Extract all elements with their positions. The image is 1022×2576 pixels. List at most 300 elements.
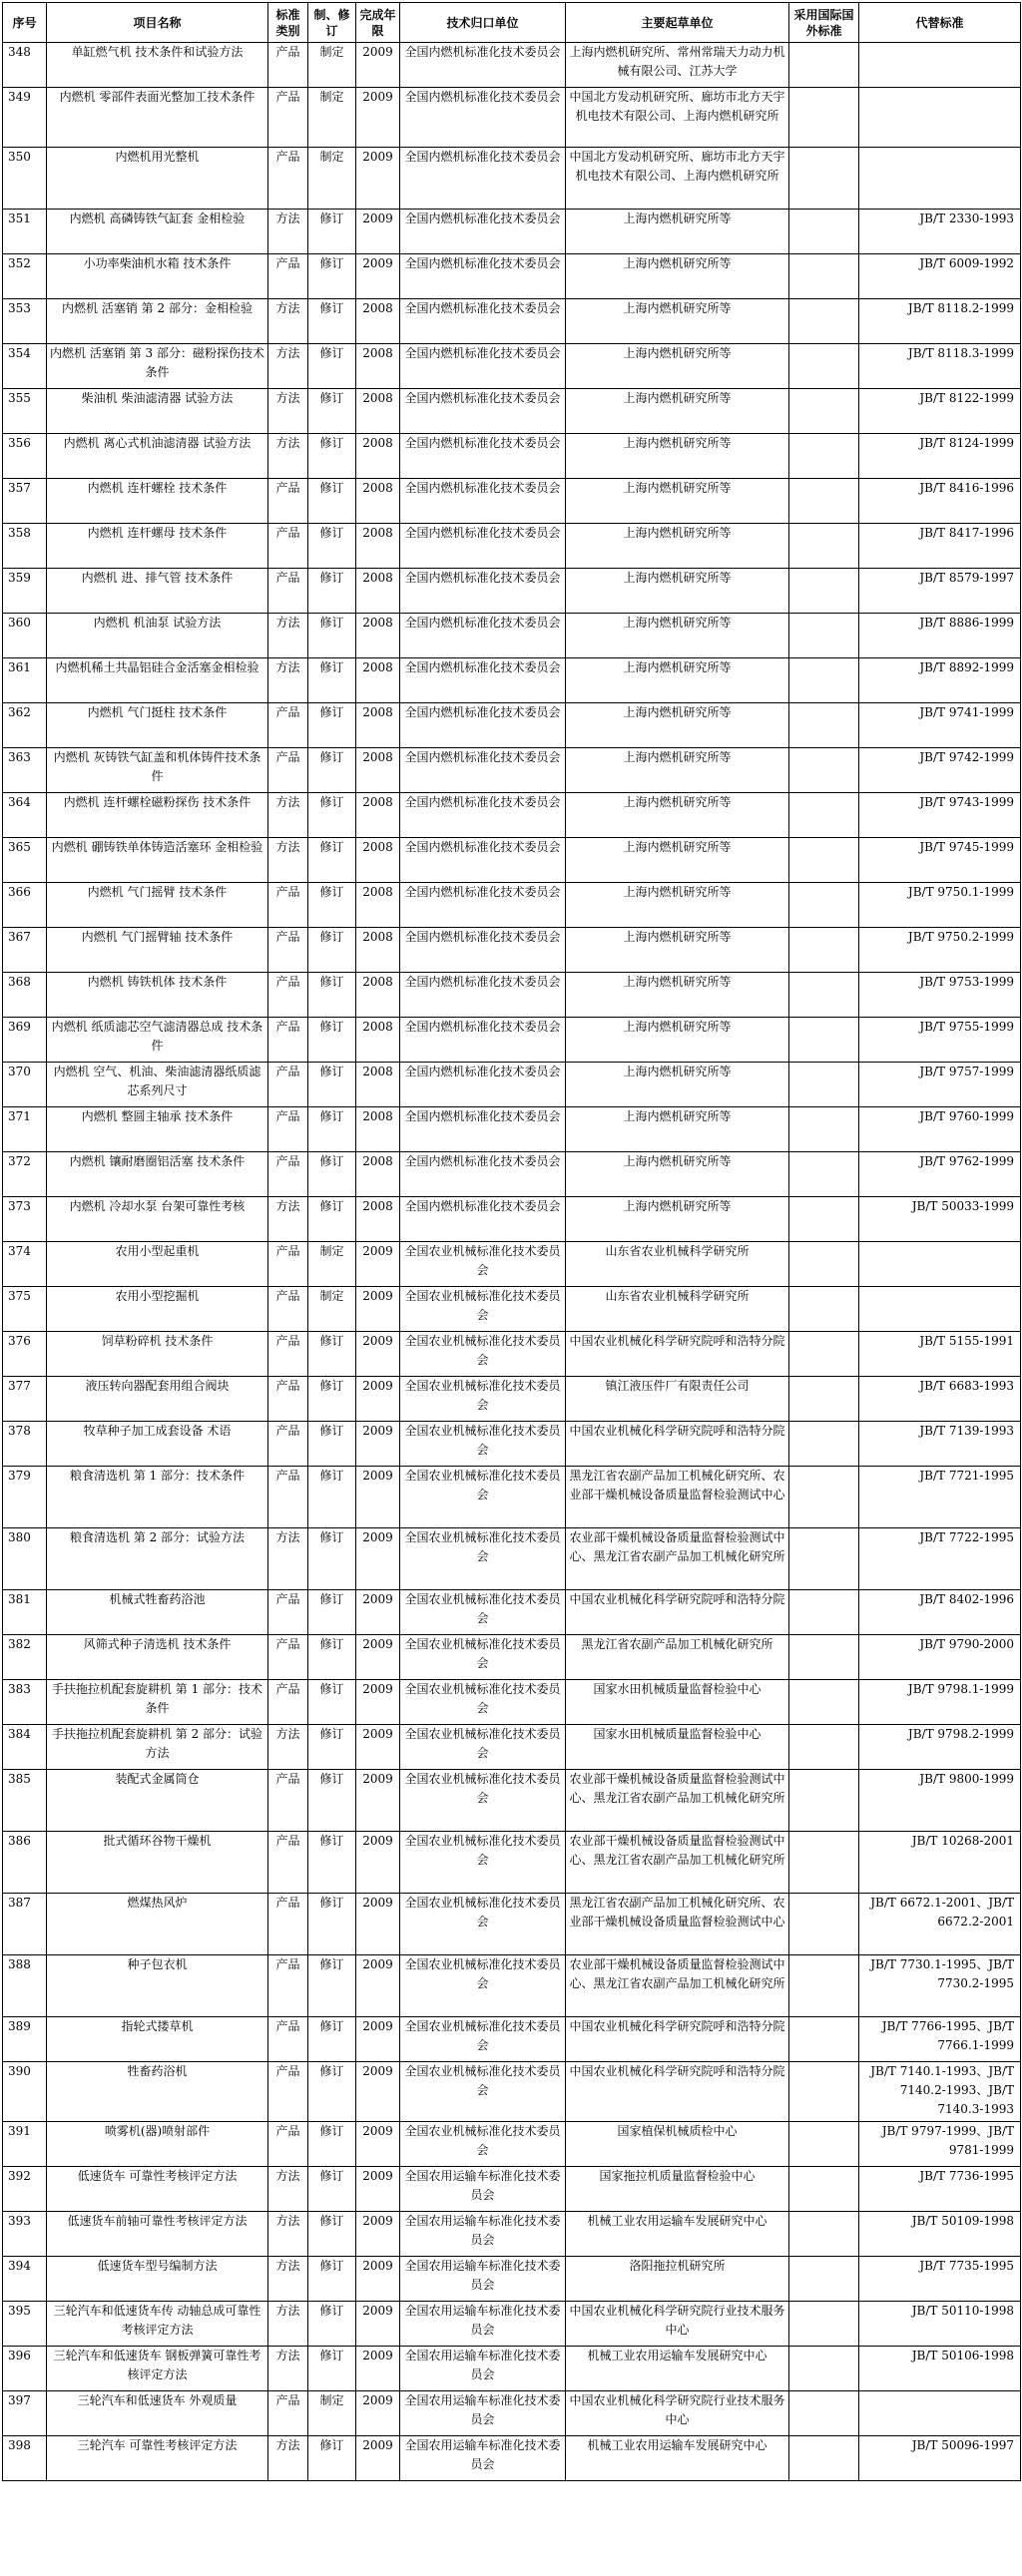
cell-mode: 修订	[308, 299, 356, 344]
cell-drafter: 上海内燃机研究所等	[566, 614, 789, 658]
cell-replace: JB/T 9755-1999	[859, 1018, 1021, 1063]
header-no: 序号	[3, 3, 47, 43]
cell-mode: 修订	[308, 569, 356, 614]
cell-drafter: 上海内燃机研究所等	[566, 793, 789, 838]
cell-type: 产品	[268, 1680, 308, 1725]
table-row	[3, 88, 1021, 148]
cell-intl	[789, 434, 859, 479]
cell-year: 2008	[356, 614, 400, 658]
cell-replace	[859, 1242, 1021, 1287]
cell-intl	[789, 479, 859, 524]
cell-year: 2009	[356, 254, 400, 299]
table-row	[3, 148, 1021, 210]
cell-name: 粮食清选机 第 1 部分：技术条件	[47, 1467, 268, 1528]
cell-intl	[789, 1332, 859, 1377]
cell-replace: JB/T 8124-1999	[859, 434, 1021, 479]
cell-mode: 修订	[308, 748, 356, 793]
cell-mode: 修订	[308, 1894, 356, 1955]
table-row	[3, 973, 1021, 1018]
cell-year: 2009	[356, 1590, 400, 1635]
cell-unit: 全国农业机械标准化技术委员会	[400, 1467, 566, 1528]
cell-drafter: 农业部干燥机械设备质量监督检验测试中心、黑龙江省农副产品加工机械化研究所	[566, 1528, 789, 1590]
cell-replace: JB/T 7766-1995、JB/T 7766.1-1999	[859, 2017, 1021, 2062]
cell-drafter: 上海内燃机研究所、常州常瑞天力动力机械有限公司、江苏大学	[566, 43, 789, 88]
cell-mode: 修订	[308, 344, 356, 389]
cell-replace: JB/T 9750.1-1999	[859, 883, 1021, 928]
cell-replace: JB/T 9757-1999	[859, 1063, 1021, 1107]
cell-year: 2009	[356, 2347, 400, 2391]
cell-mode: 修订	[308, 1590, 356, 1635]
cell-replace: JB/T 8402-1996	[859, 1590, 1021, 1635]
cell-no: 353	[3, 299, 47, 344]
cell-mode: 制定	[308, 1287, 356, 1332]
cell-drafter: 机械工业农用运输车发展研究中心	[566, 2347, 789, 2391]
cell-unit: 全国内燃机标准化技术委员会	[400, 479, 566, 524]
cell-mode: 修订	[308, 1467, 356, 1528]
cell-no: 381	[3, 1590, 47, 1635]
cell-mode: 修订	[308, 614, 356, 658]
table-row	[3, 43, 1021, 88]
cell-year: 2008	[356, 434, 400, 479]
cell-intl	[789, 2167, 859, 2212]
cell-year: 2009	[356, 148, 400, 210]
cell-no: 357	[3, 479, 47, 524]
cell-unit: 全国内燃机标准化技术委员会	[400, 748, 566, 793]
cell-replace	[859, 1287, 1021, 1332]
cell-type: 产品	[268, 524, 308, 569]
cell-replace: JB/T 9800-1999	[859, 1770, 1021, 1832]
cell-intl	[789, 2122, 859, 2167]
cell-year: 2009	[356, 2436, 400, 2481]
cell-type: 产品	[268, 1063, 308, 1107]
table-row	[3, 1770, 1021, 1832]
cell-drafter: 上海内燃机研究所等	[566, 434, 789, 479]
table-row	[3, 254, 1021, 299]
cell-name: 农用小型起重机	[47, 1242, 268, 1287]
cell-name: 内燃机用光整机	[47, 148, 268, 210]
cell-year: 2009	[356, 1894, 400, 1955]
cell-replace	[859, 43, 1021, 88]
cell-intl	[789, 569, 859, 614]
cell-intl	[789, 2212, 859, 2257]
cell-no: 386	[3, 1832, 47, 1894]
cell-drafter: 农业部干燥机械设备质量监督检验测试中心、黑龙江省农副产品加工机械化研究所	[566, 1770, 789, 1832]
cell-name: 燃煤热风炉	[47, 1894, 268, 1955]
cell-mode: 制定	[308, 43, 356, 88]
cell-type: 产品	[268, 1332, 308, 1377]
cell-unit: 全国农用运输车标准化技术委员会	[400, 2257, 566, 2302]
cell-mode: 修订	[308, 1422, 356, 1467]
cell-type: 产品	[268, 883, 308, 928]
table-row	[3, 434, 1021, 479]
cell-no: 374	[3, 1242, 47, 1287]
cell-mode: 修订	[308, 2347, 356, 2391]
cell-name: 内燃机 机油泵 试验方法	[47, 614, 268, 658]
cell-no: 391	[3, 2122, 47, 2167]
table-row	[3, 1467, 1021, 1528]
cell-replace: JB/T 8579-1997	[859, 569, 1021, 614]
cell-intl	[789, 1242, 859, 1287]
cell-mode: 修订	[308, 1197, 356, 1242]
table-row	[3, 1725, 1021, 1770]
cell-year: 2008	[356, 748, 400, 793]
cell-intl	[789, 2302, 859, 2347]
cell-name: 内燃机 冷却水泵 台架可靠性考核	[47, 1197, 268, 1242]
cell-name: 批式循环谷物干燥机	[47, 1832, 268, 1894]
cell-intl	[789, 1955, 859, 2017]
cell-drafter: 中国北方发动机研究所、廊坊市北方天宇机电技术有限公司、上海内燃机研究所	[566, 88, 789, 148]
table-row	[3, 2122, 1021, 2167]
cell-type: 产品	[268, 1242, 308, 1287]
cell-intl	[789, 1197, 859, 1242]
cell-no: 396	[3, 2347, 47, 2391]
cell-mode: 制定	[308, 148, 356, 210]
cell-unit: 全国内燃机标准化技术委员会	[400, 793, 566, 838]
cell-intl	[789, 1680, 859, 1725]
cell-type: 产品	[268, 88, 308, 148]
cell-drafter: 山东省农业机械科学研究所	[566, 1242, 789, 1287]
cell-replace: JB/T 50096-1997	[859, 2436, 1021, 2481]
cell-type: 方法	[268, 299, 308, 344]
cell-name: 柴油机 柴油滤清器 试验方法	[47, 389, 268, 434]
cell-year: 2009	[356, 2062, 400, 2122]
table-row	[3, 389, 1021, 434]
cell-no: 372	[3, 1152, 47, 1197]
cell-unit: 全国内燃机标准化技术委员会	[400, 299, 566, 344]
cell-drafter: 黑龙江省农副产品加工机械化研究所、农业部干燥机械设备质量监督检验测试中心	[566, 1467, 789, 1528]
cell-year: 2009	[356, 1680, 400, 1725]
cell-type: 方法	[268, 344, 308, 389]
cell-mode: 修订	[308, 703, 356, 748]
cell-unit: 全国农业机械标准化技术委员会	[400, 1680, 566, 1725]
cell-no: 378	[3, 1422, 47, 1467]
cell-unit: 全国内燃机标准化技术委员会	[400, 1152, 566, 1197]
cell-mode: 修订	[308, 2302, 356, 2347]
cell-year: 2009	[356, 2391, 400, 2436]
cell-unit: 全国农业机械标准化技术委员会	[400, 1725, 566, 1770]
table-row	[3, 1422, 1021, 1467]
cell-name: 内燃机 进、排气管 技术条件	[47, 569, 268, 614]
cell-drafter: 上海内燃机研究所等	[566, 344, 789, 389]
cell-intl	[789, 88, 859, 148]
cell-intl	[789, 43, 859, 88]
cell-type: 产品	[268, 1832, 308, 1894]
cell-no: 370	[3, 1063, 47, 1107]
cell-mode: 修订	[308, 2122, 356, 2167]
cell-mode: 修订	[308, 2212, 356, 2257]
cell-no: 352	[3, 254, 47, 299]
cell-year: 2009	[356, 1422, 400, 1467]
cell-type: 产品	[268, 2122, 308, 2167]
cell-type: 方法	[268, 793, 308, 838]
cell-mode: 修订	[308, 1955, 356, 2017]
cell-drafter: 中国农业机械化科学研究院行业技术服务中心	[566, 2391, 789, 2436]
table-row	[3, 703, 1021, 748]
cell-name: 种子包衣机	[47, 1955, 268, 2017]
cell-year: 2009	[356, 2122, 400, 2167]
cell-intl	[789, 1287, 859, 1332]
cell-intl	[789, 2436, 859, 2481]
cell-replace: JB/T 7730.1-1995、JB/T 7730.2-1995	[859, 1955, 1021, 2017]
cell-name: 手扶拖拉机配套旋耕机 第 2 部分：试验方法	[47, 1725, 268, 1770]
table-row	[3, 793, 1021, 838]
cell-year: 2009	[356, 1377, 400, 1422]
cell-year: 2008	[356, 1197, 400, 1242]
cell-no: 388	[3, 1955, 47, 2017]
cell-name: 三轮汽车 可靠性考核评定方法	[47, 2436, 268, 2481]
cell-name: 内燃机 零部件表面光整加工技术条件	[47, 88, 268, 148]
cell-year: 2009	[356, 1955, 400, 2017]
cell-no: 366	[3, 883, 47, 928]
cell-year: 2008	[356, 1107, 400, 1152]
cell-drafter: 中国农业机械化科学研究院呼和浩特分院	[566, 2062, 789, 2122]
cell-name: 风筛式种子清选机 技术条件	[47, 1635, 268, 1680]
table-row	[3, 2212, 1021, 2257]
cell-type: 产品	[268, 1590, 308, 1635]
cell-replace: JB/T 8118.3-1999	[859, 344, 1021, 389]
cell-replace: JB/T 9797-1999、JB/T 9781-1999	[859, 2122, 1021, 2167]
cell-mode: 修订	[308, 658, 356, 703]
table-row	[3, 1242, 1021, 1287]
cell-name: 内燃机 连杆螺栓磁粉探伤 技术条件	[47, 793, 268, 838]
table-row	[3, 1287, 1021, 1332]
cell-name: 低速货车前轴可靠性考核评定方法	[47, 2212, 268, 2257]
cell-name: 内燃机 高磷铸铁气缸套 金相检验	[47, 210, 268, 254]
cell-replace	[859, 88, 1021, 148]
cell-type: 方法	[268, 2257, 308, 2302]
cell-no: 359	[3, 569, 47, 614]
table-body	[3, 43, 1021, 2481]
cell-type: 方法	[268, 210, 308, 254]
cell-type: 产品	[268, 1287, 308, 1332]
cell-name: 内燃机 整圆主轴承 技术条件	[47, 1107, 268, 1152]
cell-name: 液压转向器配套用组合阀块	[47, 1377, 268, 1422]
cell-drafter: 洛阳拖拉机研究所	[566, 2257, 789, 2302]
cell-type: 产品	[268, 1152, 308, 1197]
cell-unit: 全国农业机械标准化技术委员会	[400, 1770, 566, 1832]
cell-no: 390	[3, 2062, 47, 2122]
cell-no: 349	[3, 88, 47, 148]
cell-year: 2008	[356, 658, 400, 703]
cell-intl	[789, 1725, 859, 1770]
cell-intl	[789, 524, 859, 569]
cell-drafter: 机械工业农用运输车发展研究中心	[566, 2436, 789, 2481]
cell-no: 398	[3, 2436, 47, 2481]
cell-intl	[789, 658, 859, 703]
cell-unit: 全国农业机械标准化技术委员会	[400, 1635, 566, 1680]
table-row	[3, 210, 1021, 254]
cell-intl	[789, 973, 859, 1018]
cell-unit: 全国内燃机标准化技术委员会	[400, 1063, 566, 1107]
cell-type: 产品	[268, 1377, 308, 1422]
cell-unit: 全国内燃机标准化技术委员会	[400, 524, 566, 569]
cell-type: 产品	[268, 1894, 308, 1955]
cell-name: 内燃机 气门挺柱 技术条件	[47, 703, 268, 748]
cell-intl	[789, 254, 859, 299]
cell-no: 379	[3, 1467, 47, 1528]
cell-drafter: 机械工业农用运输车发展研究中心	[566, 2212, 789, 2257]
cell-type: 产品	[268, 1422, 308, 1467]
cell-replace: JB/T 50109-1998	[859, 2212, 1021, 2257]
cell-replace: JB/T 8122-1999	[859, 389, 1021, 434]
cell-unit: 全国内燃机标准化技术委员会	[400, 344, 566, 389]
cell-name: 内燃机 连杆螺栓 技术条件	[47, 479, 268, 524]
cell-replace: JB/T 7735-1995	[859, 2257, 1021, 2302]
cell-unit: 全国内燃机标准化技术委员会	[400, 148, 566, 210]
cell-replace: JB/T 9762-1999	[859, 1152, 1021, 1197]
cell-type: 产品	[268, 928, 308, 973]
cell-replace: JB/T 9760-1999	[859, 1107, 1021, 1152]
cell-type: 方法	[268, 389, 308, 434]
cell-replace: JB/T 50110-1998	[859, 2302, 1021, 2347]
cell-name: 内燃机 空气、机油、柴油滤清器纸质滤芯系列尺寸	[47, 1063, 268, 1107]
cell-no: 364	[3, 793, 47, 838]
cell-type: 产品	[268, 148, 308, 210]
cell-mode: 修订	[308, 210, 356, 254]
cell-replace: JB/T 50106-1998	[859, 2347, 1021, 2391]
cell-drafter: 上海内燃机研究所等	[566, 1063, 789, 1107]
cell-no: 375	[3, 1287, 47, 1332]
cell-name: 装配式金属筒仓	[47, 1770, 268, 1832]
cell-name: 三轮汽车和低速货车 钢板弹簧可靠性考核评定方法	[47, 2347, 268, 2391]
cell-intl	[789, 1422, 859, 1467]
cell-name: 内燃机 活塞销 第 3 部分：磁粉探伤技术条件	[47, 344, 268, 389]
cell-type: 产品	[268, 748, 308, 793]
cell-unit: 全国内燃机标准化技术委员会	[400, 1018, 566, 1063]
cell-drafter: 中国北方发动机研究所、廊坊市北方天宇机电技术有限公司、上海内燃机研究所	[566, 148, 789, 210]
header-year: 完成年限	[356, 3, 400, 43]
cell-unit: 全国农业机械标准化技术委员会	[400, 1894, 566, 1955]
cell-intl	[789, 838, 859, 883]
cell-replace: JB/T 50033-1999	[859, 1197, 1021, 1242]
header-intl: 采用国际国外标准	[789, 3, 859, 43]
table-row	[3, 1377, 1021, 1422]
cell-replace: JB/T 9745-1999	[859, 838, 1021, 883]
header-name: 项目名称	[47, 3, 268, 43]
cell-name: 内燃机 硼铸铁单体铸造活塞环 金相检验	[47, 838, 268, 883]
cell-mode: 制定	[308, 2391, 356, 2436]
cell-replace: JB/T 9742-1999	[859, 748, 1021, 793]
cell-mode: 修订	[308, 1725, 356, 1770]
table-row	[3, 2391, 1021, 2436]
cell-name: 内燃机 镶耐磨圈铝活塞 技术条件	[47, 1152, 268, 1197]
table-row	[3, 838, 1021, 883]
cell-unit: 全国农用运输车标准化技术委员会	[400, 2302, 566, 2347]
cell-intl	[789, 2062, 859, 2122]
table-row	[3, 1832, 1021, 1894]
table-row	[3, 1955, 1021, 2017]
cell-unit: 全国内燃机标准化技术委员会	[400, 88, 566, 148]
cell-drafter: 山东省农业机械科学研究所	[566, 1287, 789, 1332]
header-type: 标准类别	[268, 3, 308, 43]
cell-drafter: 上海内燃机研究所等	[566, 524, 789, 569]
cell-year: 2009	[356, 1287, 400, 1332]
table-row	[3, 1894, 1021, 1955]
cell-unit: 全国内燃机标准化技术委员会	[400, 434, 566, 479]
cell-mode: 修订	[308, 479, 356, 524]
cell-year: 2008	[356, 299, 400, 344]
cell-mode: 修订	[308, 928, 356, 973]
cell-no: 363	[3, 748, 47, 793]
cell-replace: JB/T 8416-1996	[859, 479, 1021, 524]
cell-replace: JB/T 8892-1999	[859, 658, 1021, 703]
cell-intl	[789, 210, 859, 254]
cell-drafter: 上海内燃机研究所等	[566, 254, 789, 299]
cell-unit: 全国农业机械标准化技术委员会	[400, 1242, 566, 1287]
cell-unit: 全国内燃机标准化技术委员会	[400, 569, 566, 614]
cell-no: 368	[3, 973, 47, 1018]
cell-drafter: 黑龙江省农副产品加工机械化研究所、农业部干燥机械设备质量监督检验测试中心	[566, 1894, 789, 1955]
cell-replace: JB/T 8886-1999	[859, 614, 1021, 658]
cell-type: 方法	[268, 1528, 308, 1590]
cell-no: 367	[3, 928, 47, 973]
table-row	[3, 2062, 1021, 2122]
table-row	[3, 1107, 1021, 1152]
cell-drafter: 上海内燃机研究所等	[566, 389, 789, 434]
cell-name: 内燃机 气门摇臂轴 技术条件	[47, 928, 268, 973]
cell-name: 内燃机 活塞销 第 2 部分：金相检验	[47, 299, 268, 344]
cell-no: 376	[3, 1332, 47, 1377]
cell-mode: 修订	[308, 1377, 356, 1422]
cell-unit: 全国内燃机标准化技术委员会	[400, 389, 566, 434]
cell-unit: 全国内燃机标准化技术委员会	[400, 928, 566, 973]
cell-name: 牲畜药浴机	[47, 2062, 268, 2122]
cell-year: 2009	[356, 1528, 400, 1590]
cell-type: 产品	[268, 1770, 308, 1832]
cell-year: 2009	[356, 1467, 400, 1528]
cell-drafter: 上海内燃机研究所等	[566, 973, 789, 1018]
cell-intl	[789, 928, 859, 973]
cell-no: 365	[3, 838, 47, 883]
standards-plan-table-page	[2, 2, 1020, 2481]
cell-unit: 全国内燃机标准化技术委员会	[400, 210, 566, 254]
cell-no: 383	[3, 1680, 47, 1725]
cell-mode: 修订	[308, 1680, 356, 1725]
cell-unit: 全国农用运输车标准化技术委员会	[400, 2391, 566, 2436]
cell-type: 产品	[268, 43, 308, 88]
cell-replace: JB/T 7722-1995	[859, 1528, 1021, 1590]
cell-replace	[859, 148, 1021, 210]
cell-drafter: 中国农业机械化科学研究院呼和浩特分院	[566, 2017, 789, 2062]
cell-no: 387	[3, 1894, 47, 1955]
cell-name: 小功率柴油机水箱 技术条件	[47, 254, 268, 299]
cell-mode: 修订	[308, 973, 356, 1018]
cell-type: 产品	[268, 1467, 308, 1528]
cell-type: 方法	[268, 2347, 308, 2391]
cell-mode: 修订	[308, 1063, 356, 1107]
cell-drafter: 上海内燃机研究所等	[566, 658, 789, 703]
cell-unit: 全国农用运输车标准化技术委员会	[400, 2347, 566, 2391]
cell-year: 2008	[356, 344, 400, 389]
cell-year: 2008	[356, 389, 400, 434]
cell-drafter: 上海内燃机研究所等	[566, 748, 789, 793]
cell-drafter: 上海内燃机研究所等	[566, 928, 789, 973]
cell-year: 2008	[356, 569, 400, 614]
cell-name: 喷雾机(器)喷射部件	[47, 2122, 268, 2167]
cell-drafter: 中国农业机械化科学研究院呼和浩特分院	[566, 1590, 789, 1635]
cell-year: 2009	[356, 1725, 400, 1770]
cell-no: 361	[3, 658, 47, 703]
table-row	[3, 2436, 1021, 2481]
cell-intl	[789, 2391, 859, 2436]
cell-replace: JB/T 9741-1999	[859, 703, 1021, 748]
table-row	[3, 658, 1021, 703]
header-mode: 制、修订	[308, 3, 356, 43]
cell-type: 方法	[268, 2212, 308, 2257]
table-row	[3, 2302, 1021, 2347]
table-row	[3, 1018, 1021, 1063]
cell-name: 内燃机 纸质滤芯空气滤清器总成 技术条件	[47, 1018, 268, 1063]
